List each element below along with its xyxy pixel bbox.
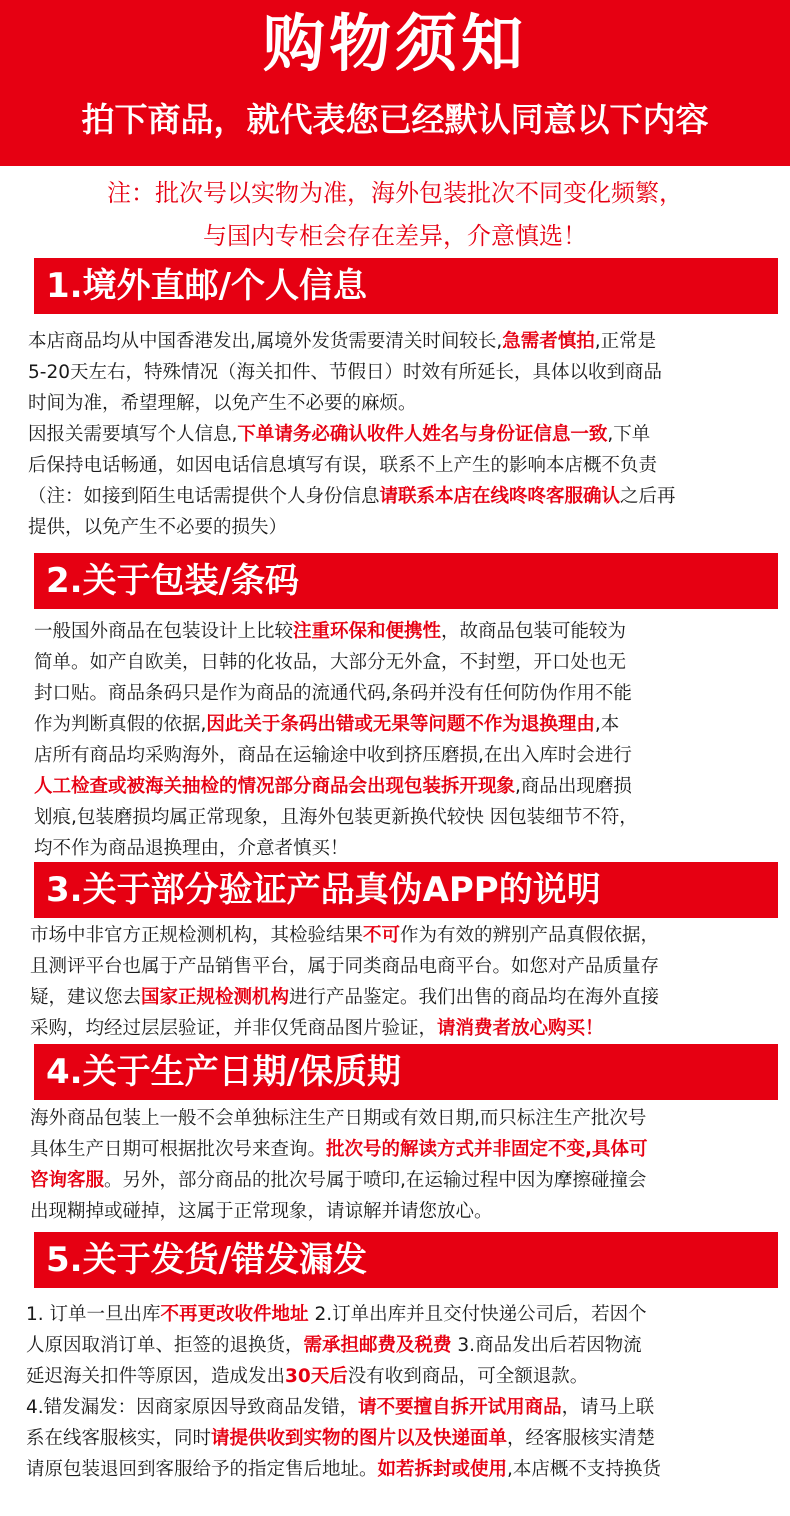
section-1-heading: 1.境外直邮/个人信息 <box>34 258 778 314</box>
body-text: 本店商品均从中国香港发出,属境外发货需要清关时间较长, <box>28 331 503 352</box>
body-text: ，请马上联 <box>561 1397 655 1418</box>
text-line <box>26 1299 788 1330</box>
body-text: 因报关需要填写个人信息, <box>28 424 238 445</box>
body-text: 之后再 <box>620 486 676 507</box>
text-line <box>34 616 786 647</box>
highlight-text: 需承担邮费及税费 <box>303 1335 452 1356</box>
section-4-body <box>30 1103 786 1227</box>
text-line <box>26 1361 788 1392</box>
text-line <box>30 1165 786 1196</box>
text-line <box>34 771 786 802</box>
section-2-body <box>34 616 786 864</box>
body-text: 具体生产日期可根据批次号来查询。 <box>30 1139 327 1160</box>
highlight-text: 人工检查或被海关抽检的情况部分商品会出现包装拆开现象 <box>34 776 516 797</box>
body-text: 请原包装退回到客服给予的指定售后地址。 <box>26 1459 378 1480</box>
text-line <box>28 419 788 450</box>
highlight-text: 30天后 <box>285 1366 348 1387</box>
text-line <box>34 647 786 678</box>
page-title: 购物须知 <box>262 7 527 80</box>
highlight-text: 请提供收到实物的图片以及快递面单 <box>211 1428 508 1449</box>
body-text: 时间为准，希望理解，以免产生不必要的麻烦。 <box>28 393 417 414</box>
highlight-text: 请联系本店在线咚咚客服确认 <box>379 486 621 507</box>
text-line <box>30 920 786 951</box>
header-banner <box>0 0 790 166</box>
body-text: 均不作为商品退换理由，介意者慎买！ <box>34 838 349 859</box>
section-4-heading: 4.关于生产日期/保质期 <box>34 1044 778 1100</box>
body-text: ,商品出现磨损 <box>515 776 632 797</box>
body-text: 3.商品发出后若因物流 <box>451 1335 642 1356</box>
body-text: 且测评平台也属于产品销售平台，属于同类商品电商平台。如您对产品质量存 <box>30 956 660 977</box>
section-1-body <box>28 326 788 543</box>
body-text: ,本 <box>594 714 620 735</box>
body-text: 划痕,包装磨损均属正常现象，且海外包装更新换代较快 因包装细节不符， <box>34 807 638 828</box>
text-line <box>34 709 786 740</box>
notice-line: 注：批次号以实物为准，海外包装批次不同变化频繁， <box>107 179 683 207</box>
text-line <box>28 357 788 388</box>
body-text: 延迟海关扣件等原因，造成发出 <box>26 1366 286 1387</box>
body-text: ,本店概不支持换货 <box>507 1459 661 1480</box>
page-subtitle: 拍下商品，就代表您已经默认同意以下内容 <box>81 100 709 139</box>
body-text: 提供，以免产生不必要的损失） <box>28 517 288 538</box>
notice-line: 与国内专柜会存在差异，介意慎选！ <box>203 222 587 250</box>
body-text: 封口贴。商品条码只是作为商品的流通代码,条码并没有任何防伪作用不能 <box>34 683 632 704</box>
highlight-text: 因此关于条码出错或无果等问题不作为退换理由 <box>206 714 595 735</box>
highlight-text: 请不要擅自拆开试用商品 <box>358 1397 562 1418</box>
text-line <box>26 1454 788 1485</box>
body-text: 没有收到商品，可全额退款。 <box>347 1366 589 1387</box>
body-text: ,正常是 <box>594 331 657 352</box>
body-text: 采购，均经过层层验证，并非仅凭商品图片验证， <box>30 1018 438 1039</box>
body-text: 人原因取消订单、拒签的退换货， <box>26 1335 304 1356</box>
text-line <box>30 1103 786 1134</box>
body-text: ，故商品包装可能较为 <box>441 621 627 642</box>
highlight-text: 不再更改收件地址 <box>160 1304 309 1325</box>
text-line <box>28 388 788 419</box>
text-line <box>34 740 786 771</box>
highlight-text: 下单请务必确认收件人姓名与身份证信息一致 <box>237 424 608 445</box>
highlight-text: 不可 <box>363 925 401 946</box>
text-line <box>30 1196 786 1227</box>
body-text: 作为判断真假的依据, <box>34 714 207 735</box>
text-line <box>28 326 788 357</box>
highlight-text: 国家正规检测机构 <box>141 987 290 1008</box>
body-text: 店所有商品均采购海外，商品在运输途中收到挤压磨损,在出入库时会进行 <box>34 745 632 766</box>
text-line <box>26 1423 788 1454</box>
batch-notice <box>0 172 790 258</box>
text-line <box>28 450 788 481</box>
section-3-body <box>30 920 786 1044</box>
body-text: 5-20天左右，特殊情况（海关扣件、节假日）时效有所延长，具体以收到商品 <box>28 362 662 383</box>
section-5-heading: 5.关于发货/错发漏发 <box>34 1232 778 1288</box>
body-text: 进行产品鉴定。我们出售的商品均在海外直接 <box>289 987 660 1008</box>
body-text: 简单。如产自欧美，日韩的化妆品，大部分无外盒，不封塑，开口处也无 <box>34 652 627 673</box>
section-3-heading: 3.关于部分验证产品真伪APP的说明 <box>34 862 778 918</box>
text-line <box>28 481 788 512</box>
text-line <box>30 951 786 982</box>
text-line <box>26 1392 788 1423</box>
body-text: 海外商品包装上一般不会单独标注生产日期或有效日期,而只标注生产批次号 <box>30 1108 647 1129</box>
body-text: ，经客服核实清楚 <box>507 1428 656 1449</box>
highlight-text: 咨询客服 <box>30 1170 105 1191</box>
text-line <box>34 833 786 864</box>
highlight-text: 批次号的解读方式并非固定不变,具体可 <box>326 1139 648 1160</box>
body-text: 出现糊掉或碰掉，这属于正常现象，请谅解并请您放心。 <box>30 1201 493 1222</box>
text-line <box>34 802 786 833</box>
text-line <box>28 512 788 543</box>
body-text: 2.订单出库并且交付快递公司后，若因个 <box>308 1304 647 1325</box>
highlight-text: 请消费者放心购买！ <box>437 1018 604 1039</box>
body-text: 疑，建议您去 <box>30 987 142 1008</box>
section-2-heading: 2.关于包装/条码 <box>34 553 778 609</box>
body-text: 。另外，部分商品的批次号属于喷印,在运输过程中因为摩擦碰撞会 <box>104 1170 647 1191</box>
body-text: 1. 订单一旦出库 <box>26 1304 161 1325</box>
text-line <box>30 1013 786 1044</box>
body-text: 4.错发漏发：因商家原因导致商品发错， <box>26 1397 359 1418</box>
section-5-body <box>26 1299 788 1485</box>
highlight-text: 如若拆封或使用 <box>377 1459 508 1480</box>
body-text: 作为有效的辨别产品真假依据， <box>400 925 660 946</box>
body-text: 市场中非官方正规检测机构，其检验结果 <box>30 925 364 946</box>
body-text: 系在线客服核实，同时 <box>26 1428 212 1449</box>
text-line <box>26 1330 788 1361</box>
highlight-text: 注重环保和便携性 <box>293 621 442 642</box>
text-line <box>30 1134 786 1165</box>
body-text: 一般国外商品在包装设计上比较 <box>34 621 294 642</box>
highlight-text: 急需者慎拍 <box>502 331 595 352</box>
body-text: 后保持电话畅通，如因电话信息填写有误，联系不上产生的影响本店概不负责 <box>28 455 658 476</box>
text-line <box>30 982 786 1013</box>
text-line <box>34 678 786 709</box>
body-text: （注：如接到陌生电话需提供个人身份信息 <box>28 486 380 507</box>
body-text: ,下单 <box>607 424 651 445</box>
